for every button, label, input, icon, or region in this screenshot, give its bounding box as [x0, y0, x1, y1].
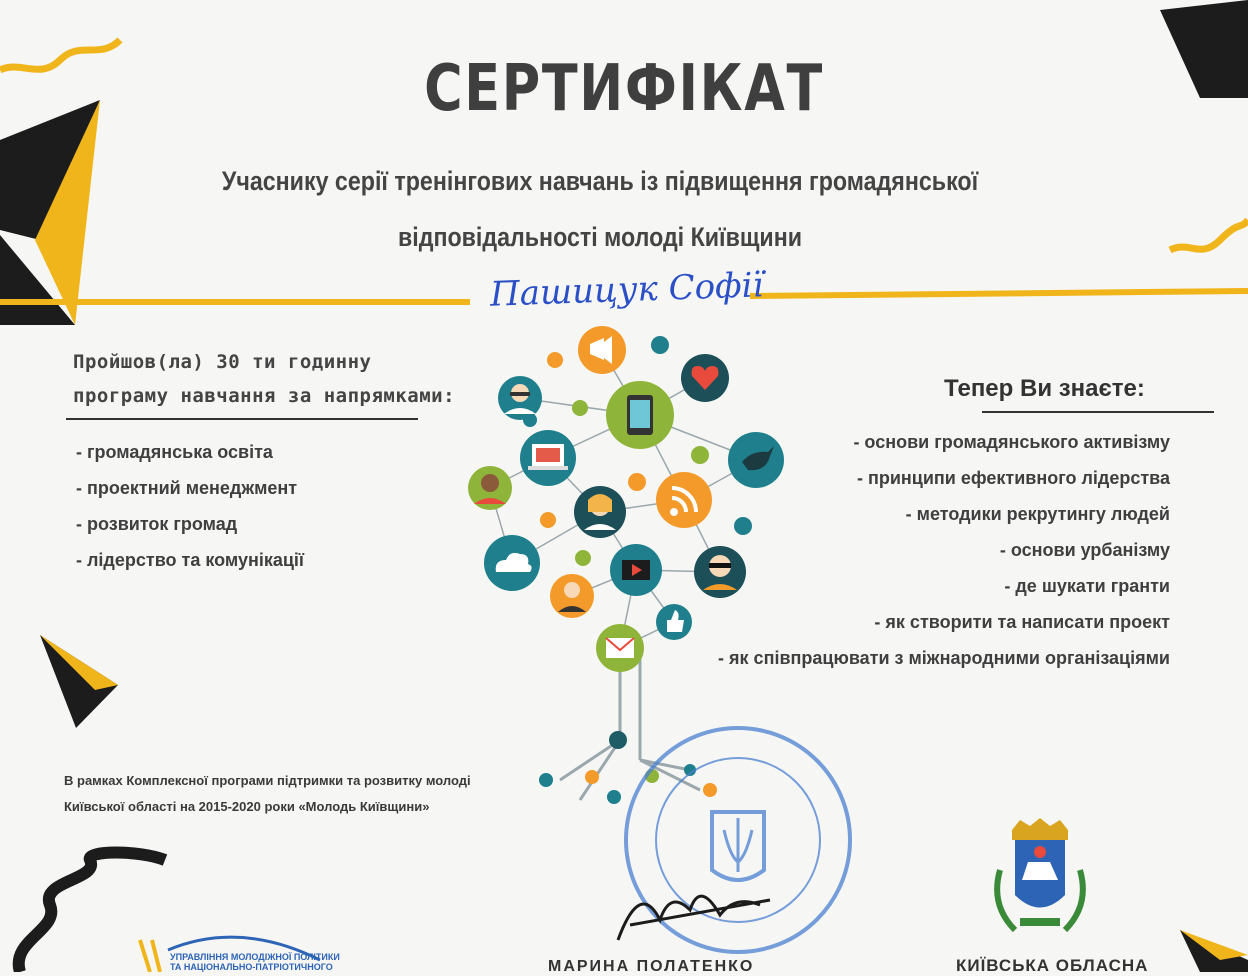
program-heading: [73, 345, 513, 413]
top-right-black-shape: [1160, 0, 1248, 98]
footnote-line-2: Київської області на 2015-2020 роки «Молодь Київщини»: [64, 799, 430, 814]
footnote-line-1: В рамках Комплексної програми підтримки та розвитку молоді: [64, 773, 471, 788]
youth-policy-logo: [140, 937, 340, 972]
kyiv-oblast-coat-of-arms: [997, 818, 1083, 930]
list-item: - методики рекрутингу людей: [905, 504, 1170, 524]
signature: [618, 896, 770, 940]
thumbs-up-icon: [656, 604, 692, 640]
tree-trunk: [560, 650, 700, 800]
mail-icon: [596, 624, 644, 672]
list-item: - як співпрацювати з міжнародними організаціями: [718, 648, 1170, 668]
svg-text:ТА НАЦІОНАЛЬНО-ПАТРІОТИЧНОГО: ТА НАЦІОНАЛЬНО-ПАТРІОТИЧНОГО: [170, 962, 333, 972]
program-heading-underline: [66, 418, 418, 420]
list-item: - як створити та написати проект: [874, 612, 1170, 632]
knowledge-heading: Тепер Ви знаєте:: [944, 375, 1145, 402]
businessman-icon: [550, 574, 594, 618]
certificate-title: СЕРТИФІКАТ: [424, 52, 824, 126]
knowledge-heading-underline: [982, 411, 1214, 413]
rss-icon: [656, 472, 712, 528]
list-item: - основи урбанізму: [999, 540, 1170, 560]
directions-list: [76, 440, 304, 584]
list-item: - громадянська освіта: [76, 442, 273, 462]
region-label: КИЇВСЬКА ОБЛАСНА: [956, 956, 1149, 975]
list-item: - розвиток громад: [76, 514, 238, 534]
top-left-squiggle: [0, 40, 120, 70]
laptop-icon: [520, 430, 576, 486]
subtitle-line-2: відповідальності молоді Київщини: [397, 222, 803, 252]
subtitle-line-1: Учаснику серії тренінгових навчань із підвищення громадянської: [221, 166, 979, 196]
svg-text:УПРАВЛІННЯ МОЛОДІЖНОЇ ПОЛІТИКИ: УПРАВЛІННЯ МОЛОДІЖНОЇ ПОЛІТИКИ: [170, 952, 340, 962]
megaphone-icon: [578, 326, 626, 374]
list-item: - лідерство та комунікації: [76, 550, 304, 570]
list-item: - принципи ефективного лідерства: [856, 468, 1170, 488]
program-footnote: [64, 768, 524, 820]
signer-name: МАРИНА ПОЛАТЕНКО: [548, 958, 755, 975]
video-icon: [610, 544, 662, 596]
list-item: - основи громадянського активізму: [853, 432, 1170, 452]
program-heading-line-2: програму навчання за напрямками:: [73, 385, 456, 407]
knowledge-list: [718, 430, 1170, 682]
heart-icon: [681, 354, 729, 402]
program-heading-line-1: Пройшов(ла) 30 ти годинну: [73, 351, 372, 373]
list-item: - проектний менеджмент: [76, 478, 298, 498]
gold-band-right: [750, 291, 1248, 296]
user-icon: [468, 466, 512, 510]
phone-icon: [606, 381, 674, 449]
recipient-name: Пашицук Софії: [489, 265, 765, 315]
woman-icon: [574, 486, 626, 538]
list-item: - де шукати гранти: [1004, 576, 1170, 596]
right-squiggle: [1170, 220, 1248, 250]
cloud-icon: [484, 535, 540, 591]
